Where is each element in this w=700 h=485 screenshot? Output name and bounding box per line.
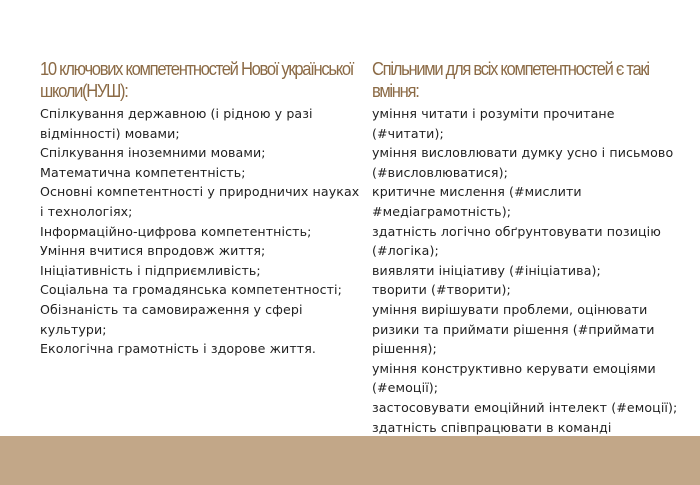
list-item: уміння висловлювати думку усно і письмово (#висловлюватися); <box>372 145 674 180</box>
list-item: Обізнаність та самовираження у сфері культури; <box>40 301 303 337</box>
competencies-column <box>40 58 366 359</box>
list-item: Інформаційно-цифрова компетентність; <box>40 223 312 239</box>
list-item: Ініціативність і підприємливість; <box>40 262 261 278</box>
list-item: уміння конструктивно керувати емоціями (#емоції); <box>372 360 656 396</box>
competencies-list <box>40 104 366 359</box>
list-item: виявляти ініціативу (#ініціатива); <box>372 262 601 278</box>
list-item: здатність співпрацювати в команді <box>372 419 612 435</box>
list-item: Спілкування іноземними мовами; <box>40 145 266 161</box>
common-skills-column <box>372 58 688 457</box>
list-item: Соціальна та громадянська компетентності; <box>40 282 342 298</box>
common-skills-heading: Спільними для всіх компетентностей є такі вміння: <box>372 59 649 101</box>
list-item: Екологічна грамотність і здорове життя. <box>40 341 316 357</box>
list-item: Спілкування державною (і рідною у разі відмінності) мовами; <box>40 106 313 141</box>
list-item: критичне мислення (#мислити #медіаграмотність); <box>372 184 582 219</box>
competencies-heading: 10 ключових компетентностей Нової української школи(НУШ): <box>40 59 354 101</box>
footer-band <box>0 436 700 485</box>
list-item: уміння вирішувати проблеми, оцінювати ризики та приймати рішення (#приймати рішення); <box>372 301 655 357</box>
list-item: творити (#творити); <box>372 282 511 298</box>
list-item: здатність логічно обґрунтовувати позицію (#логіка); <box>372 223 661 259</box>
list-item: Математична компетентність; <box>40 164 246 180</box>
list-item: Уміння вчитися впродовж життя; <box>40 243 266 259</box>
list-item: уміння читати і розуміти прочитане (#читати); <box>372 106 615 141</box>
common-skills-list <box>372 104 688 457</box>
list-item: застосовувати емоційний інтелект (#емоції); <box>372 399 678 415</box>
list-item: Основні компетентності у природничих науках і технологіях; <box>40 184 360 219</box>
